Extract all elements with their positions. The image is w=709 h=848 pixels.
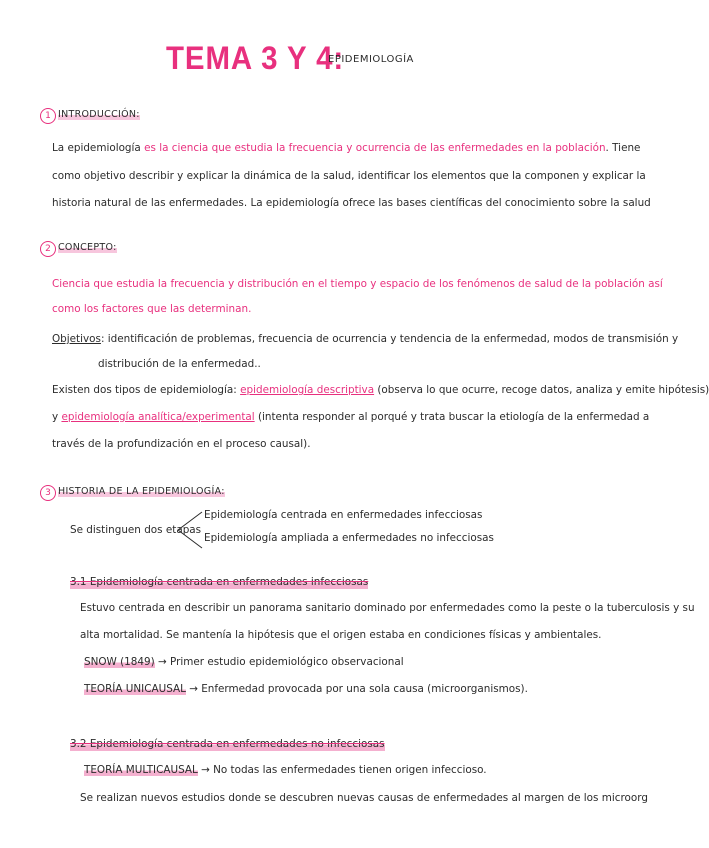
s2-analytical: epidemiología analítica/experimental [61,411,255,423]
section-2-heading: CONCEPTO: [58,242,117,253]
s2-line-5c: (observa lo que ocurre, recoge datos, analiza y emite hipótesis) [374,384,709,396]
s3-sub2-line-2: Se realizan nuevos estudios donde se descubren nuevas causas de enfermedades al margen de los microorg [80,792,648,804]
s1-definition: es la ciencia que estudia la frecuencia y ocurrencia de las enfermedades en la población [144,142,606,154]
page-subtitle: EPIDEMIOLOGÍA [328,54,414,65]
s2-line-6c: (intenta responder al porqué y trata buscar la etiología de la enfermedad a [254,411,650,423]
section-1-heading: INTRODUCCIÓN: [58,109,140,120]
branch-brace-icon [176,508,204,554]
page-title: TEMA 3 Y 4: [166,40,345,76]
s3-multicausal-text: → No todas las enfermedades tienen origen infeccioso. [197,764,487,776]
s1-line-3: historia natural de las enfermedades. La epidemiología ofrece las bases científicas del conocimiento sobre la salud [52,197,651,209]
s3-unicausal-label: TEORÍA UNICAUSAL [84,683,186,695]
s3-sub1-title: 3.1 Epidemiología centrada en enfermedades infecciosas [70,576,369,588]
section-2-number: 2 [40,241,56,257]
s3-multicausal [84,763,487,777]
s2-line-1: Ciencia que estudia la frecuencia y distribución en el tiempo y espacio de los fenómenos de salud de la población así [52,278,663,290]
s1-line-1c: . Tiene [605,142,641,154]
s2-line-5a: Existen dos tipos de epidemiología: [52,384,241,396]
s3-snow [84,655,404,669]
s2-objectives-text: : identificación de problemas, frecuencia de ocurrencia y tendencia de la enfermedad, modos de transmisión y [100,333,679,345]
s3-snow-label: SNOW (1849) [84,656,155,668]
s2-line-7: través de la profundización en el proceso causal). [52,438,311,450]
s2-line-6 [52,410,649,424]
s3-sub1-line-1: Estuvo centrada en describir un panorama sanitario dominado por enfermedades como la peste o la tuberculosis y su [80,602,695,614]
section-3-heading: HISTORIA DE LA EPIDEMIOLOGÍA: [58,486,225,497]
section-1-number: 1 [40,108,56,124]
s3-branch-2: Epidemiología ampliada a enfermedades no infecciosas [204,532,494,544]
s2-descriptive: epidemiología descriptiva [240,384,375,396]
s1-line-1 [52,141,640,155]
s2-objectives-label: Objetivos [52,333,101,345]
s2-line-6a: y [52,411,62,423]
s3-intro: Se distinguen dos etapas [70,524,202,536]
s3-sub2-title: 3.2 Epidemiología centrada en enfermedades no infecciosas [70,738,385,750]
s3-snow-text: → Primer estudio epidemiológico observacional [154,656,404,668]
s3-sub1-line-2: alta mortalidad. Se mantenía la hipótesis que el origen estaba en condiciones físicas y ambientales. [80,629,602,641]
s2-objectives [52,332,678,346]
s2-line-2: como los factores que las determinan. [52,303,252,315]
s3-multicausal-label: TEORÍA MULTICAUSAL [84,764,198,776]
s2-objectives-line-2: distribución de la enfermedad.. [98,358,261,370]
s1-line-2: como objetivo describir y explicar la dinámica de la salud, identificar los elementos que la componen y explicar la [52,170,646,182]
s2-line-5 [52,383,709,397]
section-3-number: 3 [40,485,56,501]
s3-unicausal-text: → Enfermedad provocada por una sola causa (microorganismos). [185,683,528,695]
s3-unicausal [84,682,528,696]
s3-branch-1: Epidemiología centrada en enfermedades infecciosas [204,509,483,521]
s1-line-1a: La epidemiología [52,142,145,154]
